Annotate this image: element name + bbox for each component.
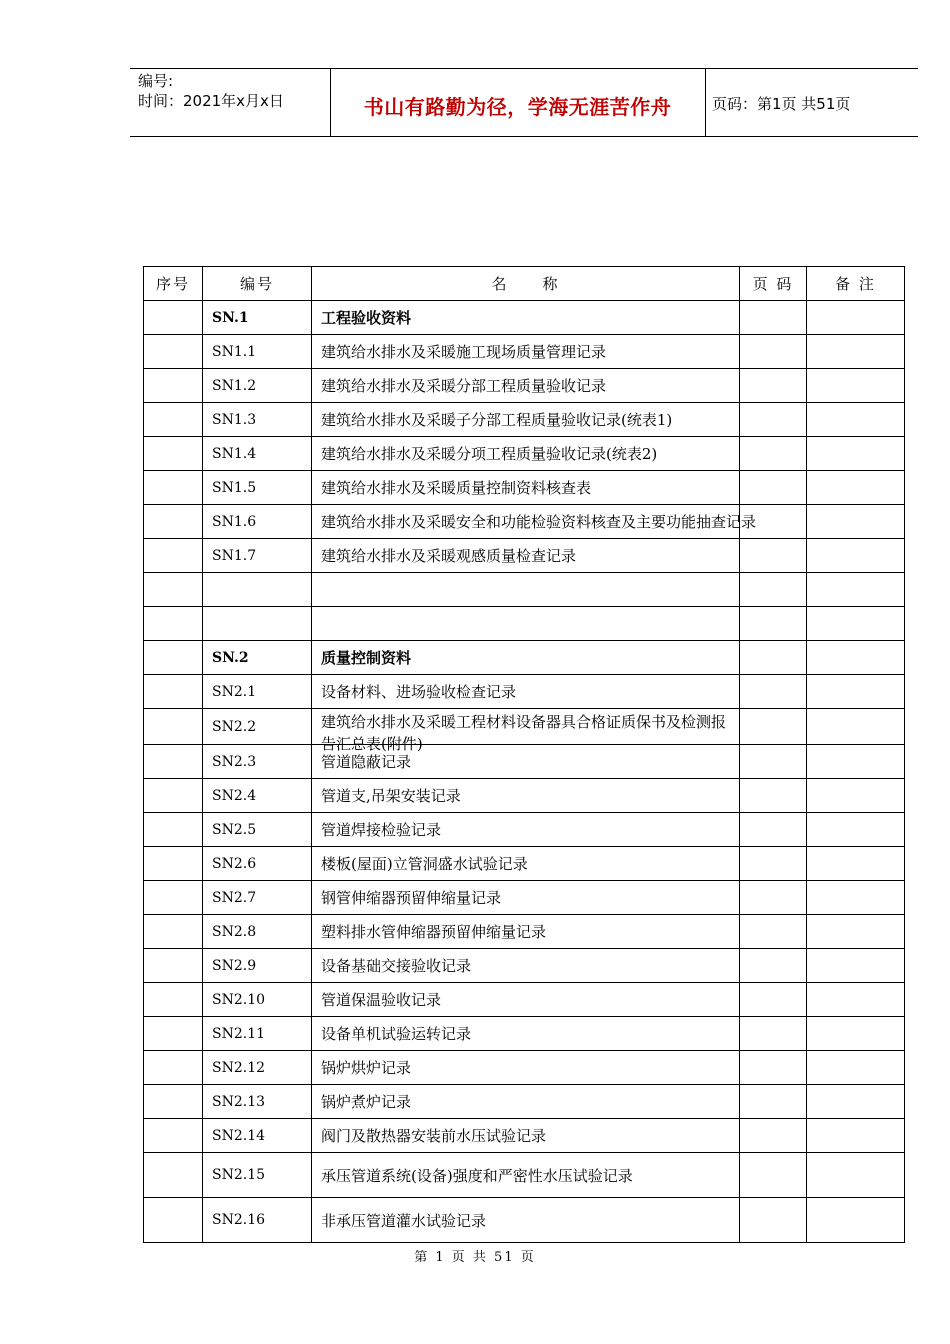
table-body [144, 301, 905, 1243]
table-row [144, 335, 905, 369]
cell-code: SN1.3 [203, 403, 312, 437]
cell-page [740, 539, 807, 573]
cell-note [807, 881, 905, 915]
cell-page [740, 301, 807, 335]
table-row [144, 949, 905, 983]
cell-seq [144, 1017, 203, 1051]
cell-code: SN2.10 [203, 983, 312, 1017]
cell-note [807, 1153, 905, 1198]
cell-code: SN2.6 [203, 847, 312, 881]
header-page-label: 页码：第1页 共51页 [712, 95, 851, 113]
cell-note [807, 983, 905, 1017]
cell-page [740, 471, 807, 505]
cell-page [740, 1119, 807, 1153]
table-row [144, 573, 905, 607]
cell-note [807, 1198, 905, 1243]
column-header-note: 备 注 [807, 267, 905, 301]
cell-code: SN2.1 [203, 675, 312, 709]
cell-note [807, 1085, 905, 1119]
cell-name: 建筑给水排水及采暖观感质量检查记录 [312, 539, 740, 573]
cell-code: SN2.7 [203, 881, 312, 915]
cell-seq [144, 369, 203, 403]
table-row [144, 1198, 905, 1243]
cell-name: 管道隐蔽记录 [312, 745, 740, 779]
cell-page [740, 881, 807, 915]
cell-code: SN1.5 [203, 471, 312, 505]
cell-note [807, 505, 905, 539]
cell-page [740, 607, 807, 641]
table-header-row [144, 267, 905, 301]
cell-note [807, 369, 905, 403]
column-header-page: 页 码 [740, 267, 807, 301]
cell-code: SN2.16 [203, 1198, 312, 1243]
cell-page [740, 369, 807, 403]
table-row [144, 881, 905, 915]
cell-page [740, 779, 807, 813]
table-row [144, 675, 905, 709]
cell-page [740, 641, 807, 675]
column-header-seq: 序号 [144, 267, 203, 301]
cell-name: 设备材料、进场验收检查记录 [312, 675, 740, 709]
cell-name: 管道支,吊架安装记录 [312, 779, 740, 813]
cell-code: SN2.12 [203, 1051, 312, 1085]
cell-name: 钢管伸缩器预留伸缩量记录 [312, 881, 740, 915]
cell-note [807, 1119, 905, 1153]
table-row [144, 847, 905, 881]
cell-name: 锅炉煮炉记录 [312, 1085, 740, 1119]
cell-seq [144, 949, 203, 983]
cell-name [312, 607, 740, 641]
cell-code: SN2.2 [203, 709, 312, 745]
cell-name: 建筑给水排水及采暖安全和功能检验资料核查及主要功能抽查记录 [312, 505, 740, 539]
table-row [144, 641, 905, 675]
cell-note [807, 335, 905, 369]
cell-seq [144, 573, 203, 607]
table-row [144, 1153, 905, 1198]
cell-code: SN2.9 [203, 949, 312, 983]
table-row [144, 1085, 905, 1119]
table-row [144, 607, 905, 641]
cell-code: SN1.1 [203, 335, 312, 369]
cell-note [807, 709, 905, 745]
cell-seq [144, 403, 203, 437]
table-row [144, 539, 905, 573]
cell-note [807, 1017, 905, 1051]
cell-note [807, 471, 905, 505]
cell-page [740, 847, 807, 881]
cell-name: 建筑给水排水及采暖分部工程质量验收记录 [312, 369, 740, 403]
cell-name: 管道焊接检验记录 [312, 813, 740, 847]
table-row [144, 1017, 905, 1051]
cell-page [740, 983, 807, 1017]
cell-name: 锅炉烘炉记录 [312, 1051, 740, 1085]
cell-seq [144, 675, 203, 709]
cell-seq [144, 779, 203, 813]
cell-page [740, 1085, 807, 1119]
cell-seq [144, 847, 203, 881]
cell-code [203, 607, 312, 641]
cell-seq [144, 539, 203, 573]
cell-seq [144, 641, 203, 675]
header-left [138, 71, 284, 111]
cell-code: SN2.14 [203, 1119, 312, 1153]
table-row [144, 437, 905, 471]
cell-name [312, 573, 740, 607]
cell-note [807, 403, 905, 437]
cell-seq [144, 1198, 203, 1243]
cell-page [740, 915, 807, 949]
cell-page [740, 709, 807, 745]
cell-seq [144, 983, 203, 1017]
cell-code: SN2.13 [203, 1085, 312, 1119]
cell-note [807, 847, 905, 881]
cell-page [740, 813, 807, 847]
cell-page [740, 437, 807, 471]
cell-note [807, 949, 905, 983]
cell-seq [144, 301, 203, 335]
document-time-label: 时间：2021年x月x日 [138, 92, 284, 110]
cell-note [807, 779, 905, 813]
cell-code: SN2.11 [203, 1017, 312, 1051]
cell-note [807, 675, 905, 709]
cell-name: 非承压管道灌水试验记录 [312, 1198, 740, 1243]
column-header-code: 编号 [203, 267, 312, 301]
table-row [144, 1119, 905, 1153]
cell-page [740, 1198, 807, 1243]
cell-name: 设备单机试验运转记录 [312, 1017, 740, 1051]
cell-seq [144, 709, 203, 745]
cell-code: SN1.2 [203, 369, 312, 403]
cell-note [807, 607, 905, 641]
cell-note [807, 813, 905, 847]
cell-name: 建筑给水排水及采暖子分部工程质量验收记录(统表1) [312, 403, 740, 437]
cell-page [740, 1017, 807, 1051]
cell-note [807, 437, 905, 471]
cell-note [807, 915, 905, 949]
cell-code: SN1.4 [203, 437, 312, 471]
cell-seq [144, 1119, 203, 1153]
cell-name [312, 709, 740, 753]
table-row [144, 403, 905, 437]
cell-name: 质量控制资料 [312, 641, 740, 675]
cell-code: SN2.5 [203, 813, 312, 847]
cell-code: SN2.15 [203, 1153, 312, 1198]
cell-name: 承压管道系统(设备)强度和严密性水压试验记录 [312, 1153, 740, 1198]
cell-code: SN.1 [203, 301, 312, 335]
header-divider [705, 69, 706, 136]
page-footer: 第 1 页 共 51 页 [414, 1250, 536, 1265]
table-row [144, 301, 905, 335]
cell-code: SN.2 [203, 641, 312, 675]
document-number-label: 编号: [138, 72, 174, 90]
cell-seq [144, 745, 203, 779]
table-row [144, 779, 905, 813]
cell-page [740, 949, 807, 983]
cell-code: SN2.4 [203, 779, 312, 813]
contents-table [143, 266, 905, 1243]
cell-seq [144, 1085, 203, 1119]
cell-code [203, 573, 312, 607]
header-motto: 书山有路勤为径，学海无涯苦作舟 [363, 95, 672, 119]
cell-page [740, 403, 807, 437]
table-row [144, 369, 905, 403]
cell-seq [144, 505, 203, 539]
table-row [144, 813, 905, 847]
cell-name: 设备基础交接验收记录 [312, 949, 740, 983]
cell-code: SN1.6 [203, 505, 312, 539]
cell-name: 建筑给水排水及采暖分项工程质量验收记录(统表2) [312, 437, 740, 471]
cell-code: SN2.8 [203, 915, 312, 949]
cell-name: 阀门及散热器安装前水压试验记录 [312, 1119, 740, 1153]
table-row [144, 983, 905, 1017]
cell-name: 管道保温验收记录 [312, 983, 740, 1017]
page-header [130, 68, 918, 137]
table-row [144, 709, 905, 745]
cell-page [740, 335, 807, 369]
cell-page [740, 1051, 807, 1085]
cell-seq [144, 1153, 203, 1198]
table-row [144, 915, 905, 949]
cell-seq [144, 813, 203, 847]
table-row [144, 471, 905, 505]
table-row [144, 745, 905, 779]
cell-note [807, 301, 905, 335]
column-header-name: 名 称 [312, 267, 740, 301]
cell-page [740, 1153, 807, 1198]
cell-name-text: 建筑给水排水及采暖工程材料设备器具合格证质保书及检测报告汇总表(附件) [321, 713, 727, 753]
cell-page [740, 573, 807, 607]
cell-seq [144, 437, 203, 471]
cell-note [807, 573, 905, 607]
cell-seq [144, 335, 203, 369]
cell-code: SN2.3 [203, 745, 312, 779]
cell-name: 建筑给水排水及采暖施工现场质量管理记录 [312, 335, 740, 369]
cell-note [807, 745, 905, 779]
cell-seq [144, 471, 203, 505]
cell-name: 工程验收资料 [312, 301, 740, 335]
cell-name: 塑料排水管伸缩器预留伸缩量记录 [312, 915, 740, 949]
cell-name: 建筑给水排水及采暖质量控制资料核查表 [312, 471, 740, 505]
cell-seq [144, 881, 203, 915]
cell-page [740, 745, 807, 779]
table-row [144, 505, 905, 539]
cell-note [807, 641, 905, 675]
cell-code: SN1.7 [203, 539, 312, 573]
cell-note [807, 539, 905, 573]
cell-page [740, 675, 807, 709]
cell-note [807, 1051, 905, 1085]
cell-name: 楼板(屋面)立管洞盛水试验记录 [312, 847, 740, 881]
cell-seq [144, 915, 203, 949]
cell-seq [144, 607, 203, 641]
cell-seq [144, 1051, 203, 1085]
table-row [144, 1051, 905, 1085]
